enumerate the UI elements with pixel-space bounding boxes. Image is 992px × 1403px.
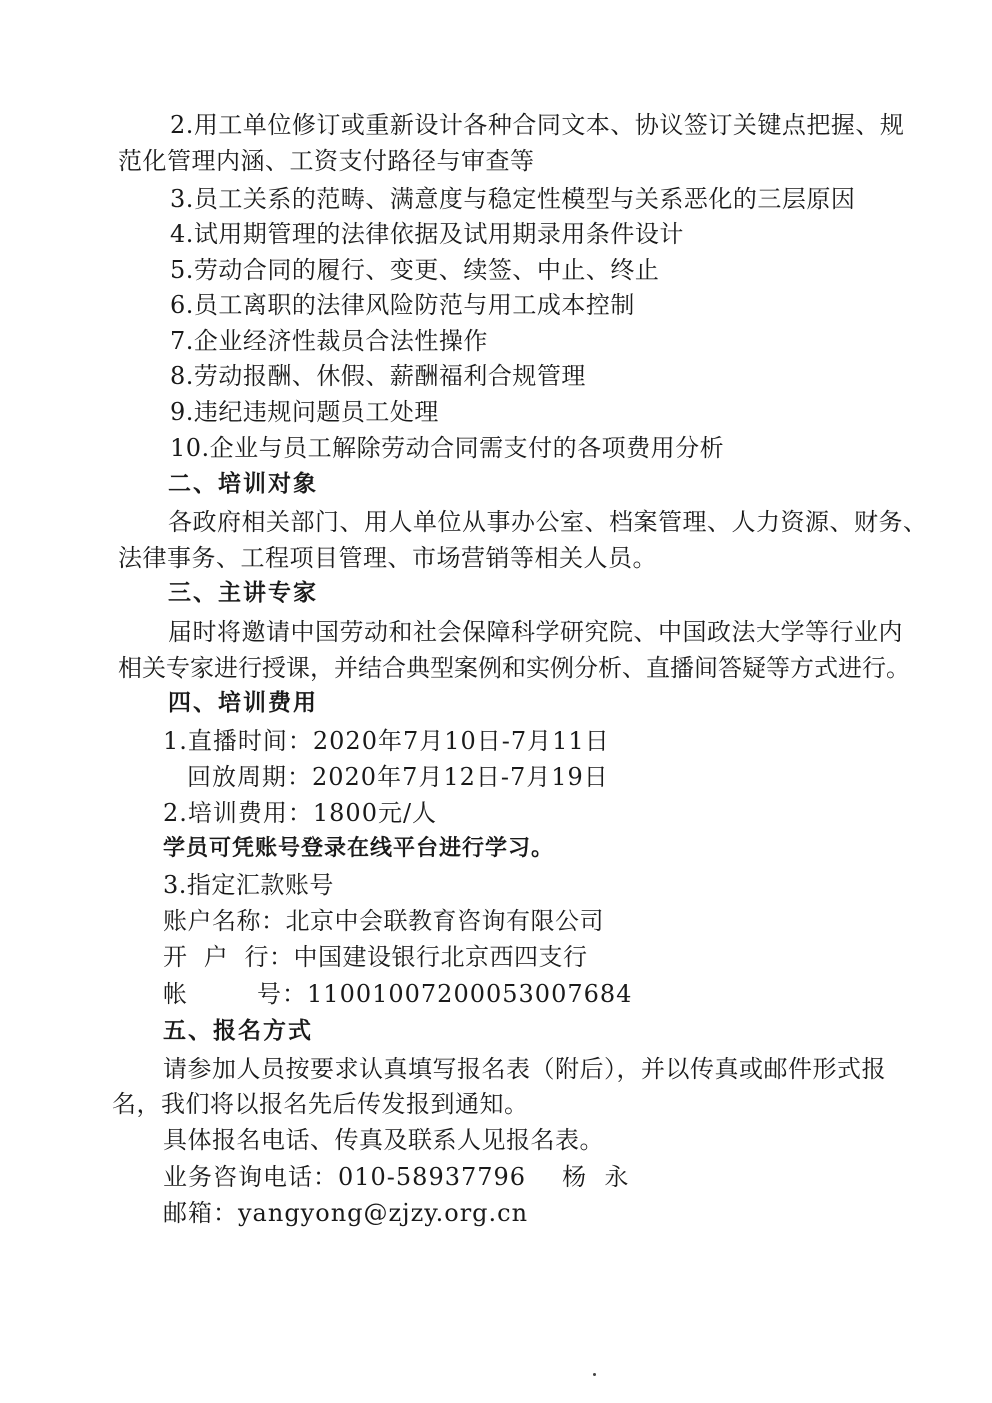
section-heading-experts: 三、主讲专家 — [168, 580, 318, 606]
paragraph: 各政府相关部门、用人单位从事办公室、档案管理、人力资源、财务、 — [168, 508, 928, 536]
account-title: 3.指定汇款账号 — [163, 871, 334, 899]
list-item: 8.劳动报酬、休假、薪酬福利合规管理 — [170, 362, 586, 390]
list-item: 10.企业与员工解除劳动合同需支付的各项费用分析 — [170, 434, 725, 462]
list-item: 2.用工单位修订或重新设计各种合同文本、协议签订关键点把握、规 — [170, 111, 905, 139]
paragraph: 届时将邀请中国劳动和社会保障科学研究院、中国政法大学等行业内 — [168, 618, 903, 646]
section-heading-fees: 四、培训费用 — [168, 690, 318, 716]
consult-phone — [163, 1162, 629, 1192]
paragraph: 相关专家进行授课，并结合典型案例和实例分析、直播间答疑等方式进行。 — [118, 654, 910, 682]
login-note: 学员可凭账号登录在线平台进行学习。 — [163, 836, 555, 861]
list-item: 5.劳动合同的履行、变更、续签、中止、终止 — [170, 256, 660, 284]
bank-name: 开 户 行：中国建设银行北京西四支行 — [163, 943, 588, 971]
account-name: 账户名称：北京中会联教育咨询有限公司 — [163, 907, 604, 935]
list-item: 9.违纪违规问题员工处理 — [170, 398, 439, 426]
account-number: 帐 号：11001007200053007684 — [163, 980, 633, 1008]
phone-text: 业务咨询电话：010-58937796 — [163, 1163, 527, 1191]
contact-person: 杨 永 — [562, 1163, 630, 1191]
section-heading-registration: 五、报名方式 — [163, 1018, 313, 1044]
paragraph: 请参加人员按要求认真填写报名表（附后），并以传真或邮件形式报 — [163, 1055, 886, 1083]
scan-speck — [593, 1373, 596, 1376]
paragraph: 具体报名电话、传真及联系人见报名表。 — [163, 1126, 604, 1154]
email: 邮箱：yangyong@zjzy.org.cn — [163, 1199, 529, 1227]
list-item: 3.员工关系的范畴、满意度与稳定性模型与关系恶化的三层原因 — [170, 185, 856, 213]
list-item: 6.员工离职的法律风险防范与用工成本控制 — [170, 291, 635, 319]
list-item: 4.试用期管理的法律依据及试用期录用条件设计 — [170, 220, 684, 248]
section-heading-trainees: 二、培训对象 — [168, 471, 318, 497]
list-item: 7.企业经济性裁员合法性操作 — [170, 327, 488, 355]
training-fee: 2.培训费用：1800元/人 — [163, 799, 438, 827]
replay-period: 回放周期：2020年7月12日-7月19日 — [187, 763, 609, 791]
live-time: 1.直播时间：2020年7月10日-7月11日 — [163, 727, 610, 755]
paragraph: 名，我们将以报名先后传发报到通知。 — [112, 1090, 529, 1118]
list-item: 范化管理内涵、工资支付路径与审查等 — [118, 147, 535, 175]
paragraph: 法律事务、工程项目管理、市场营销等相关人员。 — [118, 544, 657, 572]
